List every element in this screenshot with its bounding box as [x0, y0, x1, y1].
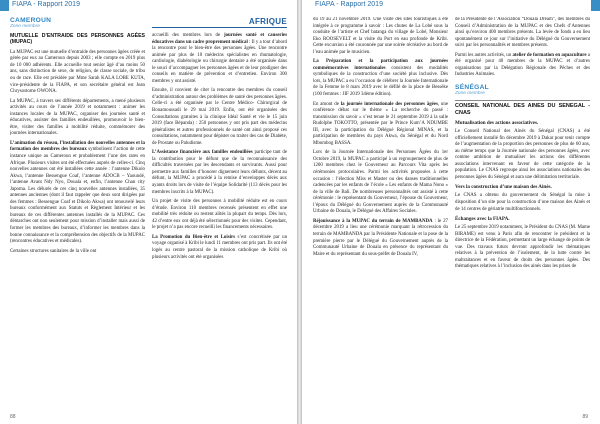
running-title: FIAPA - Rapport 2019 [12, 1, 80, 8]
paragraph-text: accueilli des membres lors de [152, 33, 224, 38]
subsection-title: Vers la construction d’une maison des Ainés. [455, 184, 552, 191]
paragraph-text: : Il y a tout d’abord la rencontre pour le bien-être des personnes âgées. Une rencontre animée par plus de 10 médecins spécialistes en rhumatologie, cardiologie, diabétologie ou chirurgie dentaire a été organisée dans le souci d’accompagner les personnes âgées et de leur prodiguer des conseils en matière de prévention et d’entretien. Environ 300 membres y ont assisté. [152, 39, 287, 84]
organization-title: MUTUELLE D’ENTRAIDE DES PERSONNES AGÉES (MUPAC) [10, 33, 145, 46]
left-columns [10, 17, 287, 412]
bold-lead: La Préparation et la participation aux journées commémoratives internationales [313, 59, 448, 71]
bold-lead: L’Assistance financière aux familles endeuillées [152, 150, 253, 156]
paragraph [152, 235, 287, 261]
running-header-right [303, 0, 600, 11]
paragraph: La MUPAC, à travers ses différents départements, a mené plusieurs activités au cours de l’année 2019 et notamment : animer les instances locales de la MUPAC, organiser des journées santé et éducatives, assister des familles endeuillées, promouvoir le bien-être, visiter des familles à mobilité réduite, commémorer des journées internationales. [10, 98, 145, 137]
paragraph-text: participe tant de la contribution pour le défunt que de la reconnaissance des difficultés traversées par les descendants et survivants. Aussi pour permettre aux familles d’honorer dignement leurs défunts, décent au défunt, la MUPAC a procédé à la remise d’enveloppes décès aux ayants droits lors de visite de l’équipe Solidarité (113 décès pour les membres inscrits à la MUPAC). [152, 150, 287, 195]
column [313, 17, 448, 412]
bold-phrase: journées santé et causeries éducatives dans un cadre proprement médical [152, 33, 287, 45]
bold-lead: La Promotion du Bien-être et Loisirs [152, 234, 236, 240]
paragraph: Le CNAS a obtenu du gouvernement du Sénégal la mise à disposition d’un site pour la construction d’une maison des Ainés et de 14 centres de gériatrie multifonctionnels. [455, 193, 590, 212]
paragraph-text: , une conférence débat sur le thème « La recherche du passé : transmission du savoir » s’est tenue le 21 septembre 2019 à la salle Rudolphe TOKOTTO, présentée par le Prince Kum’A NDUMBE III, avec la participation du Délégué Régional MINAS, et la participation de membres du pays Akwa, du Sénégal et du Nord Mbombog BASSA. [313, 101, 448, 146]
header-color-bar [0, 0, 9, 11]
right-page [303, 0, 600, 424]
bold-lead: Réjouissance à la MUPAC du terrain de MAMBANDA [313, 218, 433, 224]
country-title-cameroun: CAMEROUN [10, 17, 52, 24]
bold-phrase: atelier de formation en aquaculture [512, 52, 587, 58]
paragraph: Lors de la Journée Internationale des Personnes Âgées du 1er Octobre 2019, la MUPAC a participé à un regroupement de plus de 1200 membres chez le Gouverneur au Parcours Vita après les cérémonies protocolaires. Parmi les activités proposées à cette occasion : l’élection Miss et Master ou des danses traditionnelles cadencées par les enfants de l’école « Les enfants de Mama Nono » de la ville de Bali. De nombreuses personnalités ont assisté à cette cérémonie : le représentant du Gouverneur, l’épouse du Gouverneur, l’époux du Délégué du Gouvernement auprès de la Communauté Urbaine de Douala, le Délégué des Affaires Sociales. [313, 150, 448, 215]
column [152, 17, 287, 412]
paragraph-text: symbolisent l’action de cette instance unique au Cameroun et probablement l’une des rares en Afrique. Plusieurs visites ont été effectuées auprès de celles-ci. Cinq nouvelles antennes ont été installées cette année : l’antenne Dikolo Akwa, l’antenne Bessengue Coaf, l’antenne ADOCB – Yaoundé, l’antenne Avant Ndy Nyo, Douala et, enfin, l’antenne Chan city Japoma. Les délurés de ces cinq nouvelles antennes installées, 35 antennes anciennes (dont il faut rappeler que deux sont dirigées par des femmes : Bessengue Coaf et Dikolo Akwa) ont renouvelé leurs bureaux conformément aux Statuts et Règlement Intérieur et les bureaux de ces différentes antennes installés de la MUPAC. Ces démarches ont non seulement pour mission d’installer mais aussi de former les membres des bureaux, d’informer les membres dans la bonne connaissance et la compréhension des objectifs de la MUPAC (rencontres éducatives et médicales). [10, 147, 145, 245]
paragraph [152, 150, 287, 196]
paragraph [152, 33, 287, 85]
paragraph: du 19 au 21 novembre 2019. Une visite des sites touristiques a été intégrée à ce programme à savoir : Les chutes de La Lobé sous la conduite de l’artiste et Chef batanga du village de Lobé, Monsieur Eko ROOSEVELT et la visite du Port en eau profonde de Kribi. Cette excursion a été couronnée par une soirée récréative au bord de l’eau animée par le musicien. [313, 17, 448, 55]
paragraph-text: : le 27 décembre 2019 a lieu une cérémonie marquant la rétrocession du terrain de MAMBANDA par la Présidente Nationale et la pose de la première pierre par le Délégué du Gouvernement auprès de la Communauté Urbaine de Douala en présence du représentant du Maire et du représentant du sous-préfet de Douala IV, [313, 218, 448, 257]
book-gutter [297, 0, 302, 424]
paragraph: de la Présidente de l’Association “Douala Dream”, des membres du Conseil d’Administration de la MUPAC et des Chefs d’Antennes ainsi qu’environ 400 membres présents. La levée de fonds a eu lieu spontanément ce jour sur l’initiative du Délégué du Gouvernement suivi par les personnalités et membres présents. [455, 17, 590, 49]
left-page [0, 0, 298, 424]
column [455, 17, 590, 412]
paragraph [313, 102, 448, 148]
paragraph-text: Parmi les autres activités, un [455, 52, 513, 58]
column [10, 17, 145, 412]
running-title: FIAPA - Rapport 2019 [315, 1, 383, 8]
subsection-title: Mutualisation des actions associatives. [455, 120, 539, 127]
bold-phrase: la journée internationale des personnes âgées [340, 101, 438, 107]
paragraph-text: En amont de [313, 101, 341, 107]
zone-label: Zone membre [10, 24, 40, 29]
country-title-senegal: SÉNÉGAL [455, 83, 489, 91]
paragraph-text: a été organisé pour 40 membres de la MUPAC et d’autres organisations par la Délégation Régionale des Pêches et des Industries Animales. [455, 52, 590, 78]
paragraph-text: consistent des modalités symboliques de la construction d’une société plus inclusive. Dès lors, la MUPAC a eu l’occasion de célébrer la Journée Internationale de la Femme le 8 mars 2019 avec le défilé de la place de Bessèke (100 femmes : JIF 2019 34ème édition). [313, 65, 448, 98]
section-heading-afrique: AFRIQUE [152, 17, 287, 28]
organization-title: CONSEIL NATIONAL DES AINES DU SENEGAL - CNAS [455, 100, 590, 116]
page-number-left: 88 [10, 414, 16, 420]
paragraph-text: s’est concrétisée par un voyage organisé à Kribi le lundi 11 membres ont pris part. Ils ont été logés au centre pastoral de la mission catholique de Kribi où plusieurs activités ont été organisées [152, 234, 287, 260]
paragraph [10, 141, 145, 246]
paragraph: Le Conseil National des Ainés du Sénégal (CNAS) a été officiellement installé fin décembre 2019 à Dakar pour tenir compte de l’augmentation de la proportion des personnes de plus de 60 ans, au même temps que la Journée nationale des personnes âgées, avec comme ambition de mutualiser les actions des différentes associations intervenant en faveur de cette catégorie de la population. Le CNAS regroupe ainsi les associations nationales des personnes âgées du Sénégal et aura une délimitation territoriale. [455, 129, 590, 180]
paragraph [313, 219, 448, 258]
paragraph: La MUPAC est une mutuelle d’entraide des personnes âgées créée et gérée par eux au Cameroun depuis 2003 ; elle compte en 2019 plus de 10 000 adhérents. Elle accueille tout senior âgé d’au moins 50 ans, sans distinction de sexe, de religion, de classe sociale, de tribu ou de race. Elle est présidée par Mme Sarah KALA LOBE KUTA, vice-présidente de la FIAPA, et son secrétaire général est Jean Chrysostome OWONA. [10, 49, 145, 95]
paragraph: Le 25 septembre 2019 notamment, le Président du CNAS (M. Mame BIRAME) est venu à Paris afin de rencontrer le président et la directrice de la Fédération, permettant un large échange de points de vue. Des travaux futurs devront approfondir les thématiques relatives à la prévention de l’isolement, de la lutte contre les maltraitances et en faveur de droits des personnes âgées. Des thématiques relatives à l’inclusion des ainés dans les prises de [455, 225, 590, 270]
paragraph: Ensuite, il convient de citer la rencontre des membres du conseil d’administration autour des problèmes de santé des personnes âgées. Celle-ci a été organisée par le Centre Médico- Chirurgical de Bonamoussadi le 29 mai 2019. Enfin, ont été organisées des Consultations gratuites à la clinique Idéal Santé et vie le 15 juin 2019 (face Bépanda) : 250 personnes y ont pris part des médecins généralistes et autres professionnels de santé ont ainsi proposé ces consultations, notamment pour dépister ou traiter des cas de Diabète, de Prostate ou Paludisme. [152, 88, 287, 146]
bold-lead: L’animation du réseau, l’installation des nouvelles antennes et la formation des membres des bureaux [10, 140, 145, 153]
subsection-title: Échanges avec la FIAPA. [455, 216, 510, 223]
running-header-left [0, 0, 297, 11]
page-number-right: 89 [582, 414, 588, 420]
paragraph [313, 59, 448, 98]
paragraph: Un projet de visite des personnes à mobilité réduite est en cours d’étude. Environ 110 membres recensés présentent en effet une mobilité très réduite ou restent alités la plupart du temps. Dès lors, 42 d’entre eux ont déjà été sélectionnés pour des visites. Cependant, le projet n’a pas encore recueilli les financements nécessaires. [152, 199, 287, 231]
right-columns [313, 17, 590, 412]
header-color-bar [591, 0, 600, 11]
paragraph [455, 53, 590, 79]
zone-label: Zone membre [455, 90, 485, 96]
paragraph: Certaines structures sanitaires de la ville ont [10, 248, 97, 254]
